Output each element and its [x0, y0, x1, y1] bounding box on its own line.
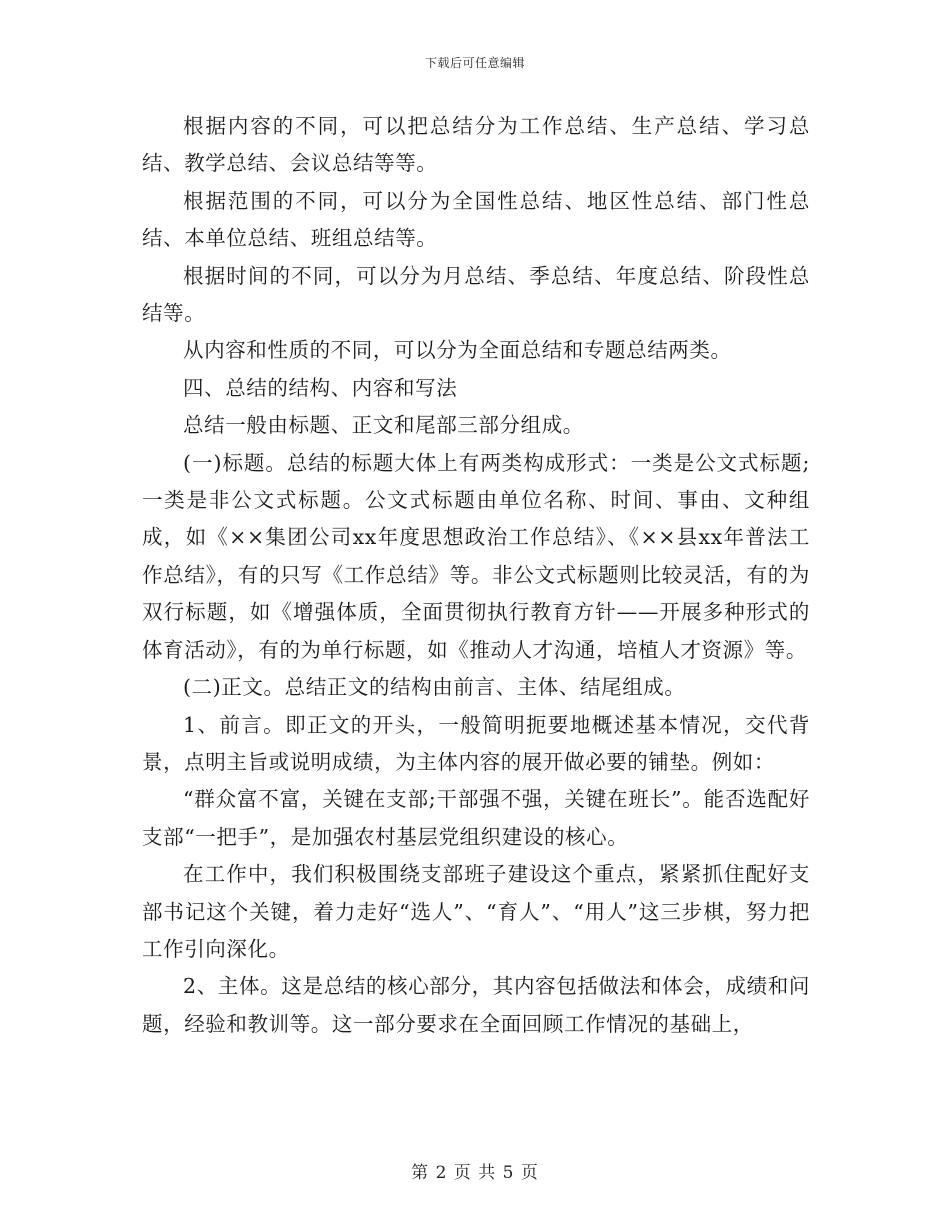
paragraph: (一)标题。总结的标题大体上有两类构成形式：一类是公文式标题;一类是非公文式标题。公文式标题由单位名称、时间、事由、文种组成，如《××集团公司xx年度思想政治工作总结》、《××县xx年普法工作总结》，有的只写《工作总结》等。非公文式标题则比较灵活，有的为双行标题，如《增强体质，全面贯彻执行教育方针——开展多种形式的体育活动》，有的为单行标题，如《推动人才沟通，培植人才资源》等。 [142, 450, 810, 662]
page-number-footer: 第 2 页 共 5 页 [411, 1163, 539, 1183]
page-header-note: 下载后可任意编辑 [424, 56, 525, 70]
paragraph: 在工作中，我们积极围绕支部班子建设这个重点，紧紧抓住配好支部书记这个关键，着力走好“选人”、“育人”、“用人”这三步棋，努力把工作引向深化。 [142, 862, 810, 961]
paragraph: 根据内容的不同，可以把总结分为工作总结、生产总结、学习总结、教学总结、会议总结等等。 [142, 114, 810, 176]
document-body [142, 108, 810, 1043]
paragraph: 总结一般由标题、正文和尾部三部分组成。 [183, 413, 584, 438]
paragraph: 1、前言。即正文的开头，一般简明扼要地概述基本情况，交代背景，点明主旨或说明成绩，为主体内容的展开做必要的铺垫。例如： [142, 712, 810, 774]
paragraph: 根据时间的不同，可以分为月总结、季总结、年度总结、阶段性总结等。 [142, 263, 810, 326]
paragraph: 2、主体。这是总结的核心部分，其内容包括做法和体会，成绩和问题，经验和教训等。这一部分要求在全面回顾工作情况的基础上， [142, 974, 810, 1036]
paragraph: (二)正文。总结正文的结构由前言、主体、结尾组成。 [183, 675, 686, 700]
section-heading: 四、总结的结构、内容和写法 [183, 375, 458, 400]
paragraph: 从内容和性质的不同，可以分为全面总结和专题总结两类。 [183, 338, 732, 363]
paragraph: “群众富不富，关键在支部;干部强不强，关键在班长”。能否选配好支部“一把手”，是加强农村基层党组织建设的核心。 [142, 787, 810, 849]
paragraph: 根据范围的不同，可以分为全国性总结、地区性总结、部门性总结、本单位总结、班组总结等。 [142, 188, 810, 251]
